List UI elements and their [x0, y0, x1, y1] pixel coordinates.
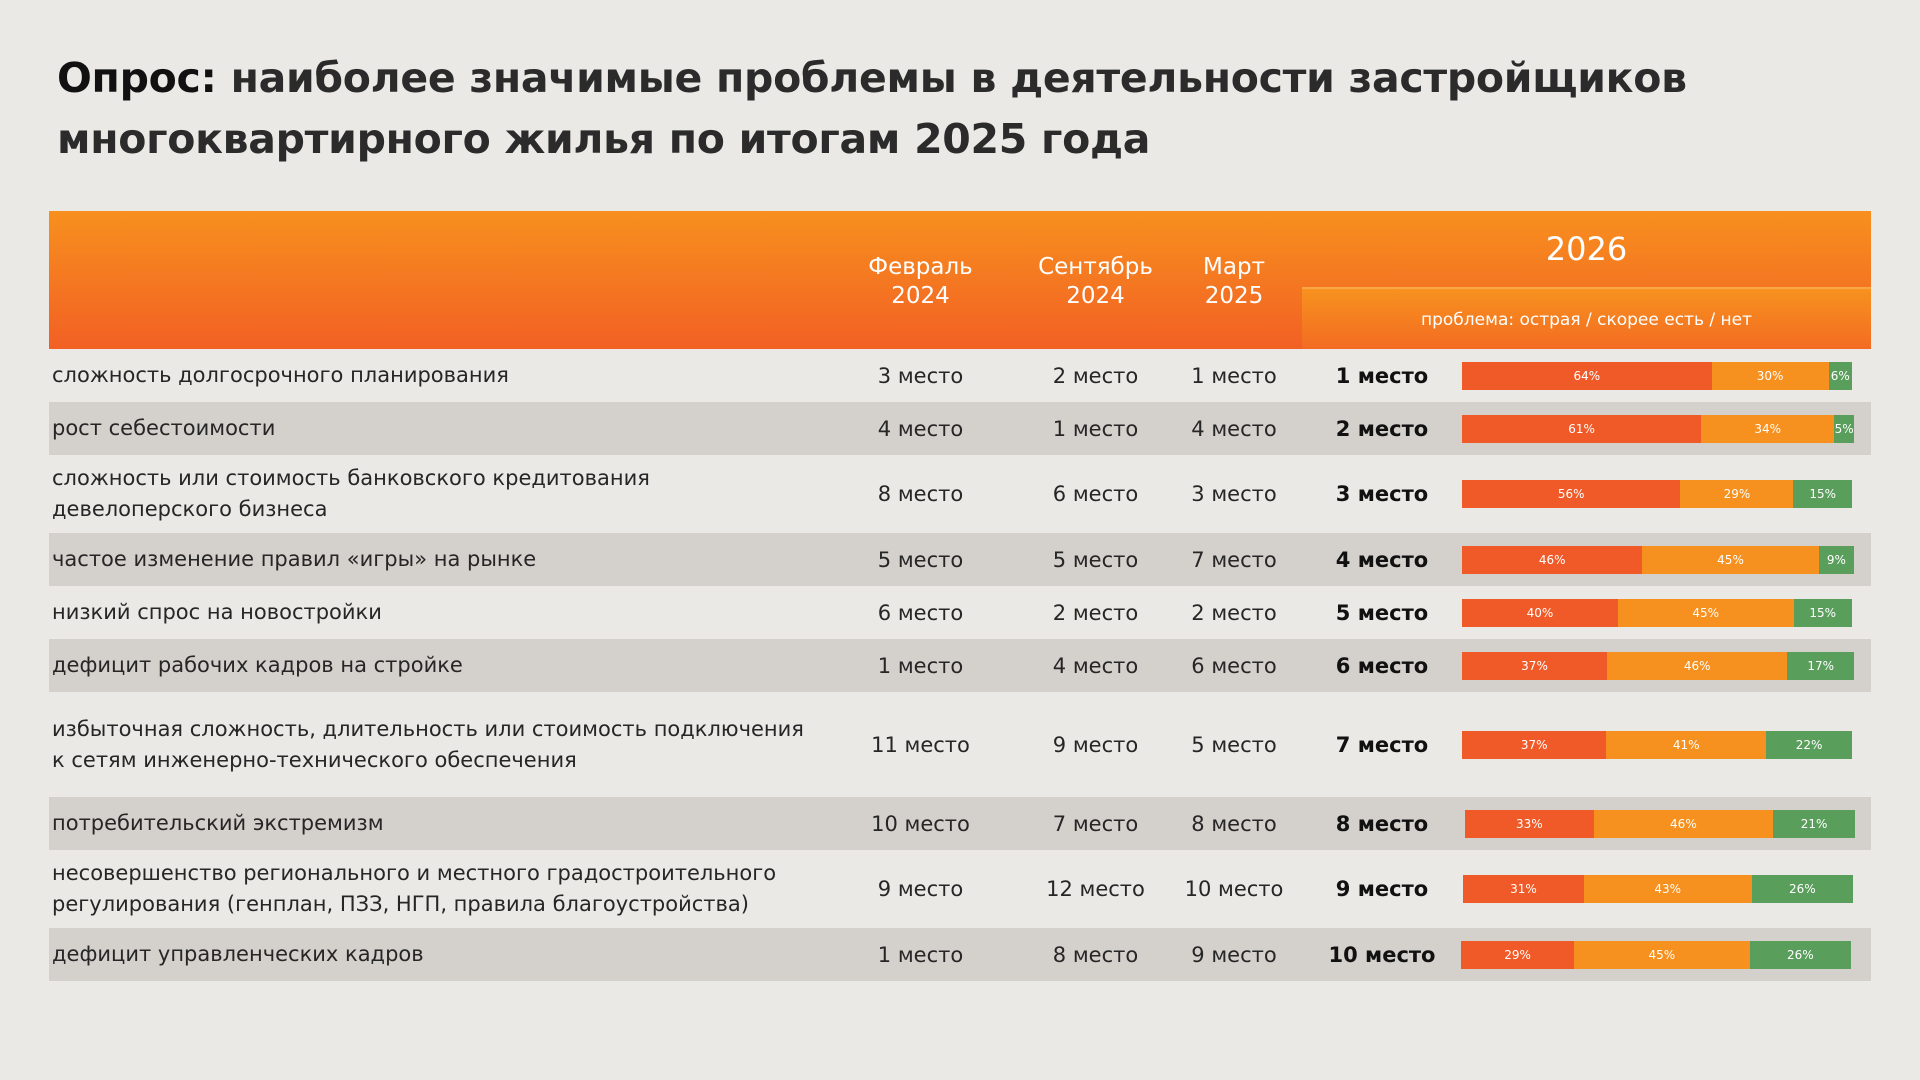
- rank-cell: 1 место: [877, 653, 964, 678]
- ranking-table: [49, 211, 1871, 981]
- bar-segment-no: 17%: [1787, 652, 1854, 680]
- header-col-feb-2024-year: 2024: [891, 283, 950, 309]
- row-label-text: сложность долгосрочного планирования: [52, 363, 509, 387]
- header-col-sep-2024: [1008, 253, 1183, 311]
- header-col-mar-2025-month: Март: [1203, 254, 1265, 280]
- rank-cell: 10 место: [871, 811, 970, 836]
- table-row: [49, 639, 1871, 692]
- bar-segment-acute: 37%: [1462, 652, 1607, 680]
- header-col-sep-2024-month: Сентябрь: [1038, 254, 1153, 280]
- stacked-bar: [1461, 941, 1851, 969]
- title-text-1: наиболее значимые проблемы в деятельности застройщиков: [230, 54, 1687, 102]
- table-row: [49, 797, 1871, 850]
- rank-cell: 7 место: [1052, 811, 1139, 836]
- rank-cell: 5 место: [1335, 600, 1429, 625]
- rank-cell: 1 место: [1052, 416, 1139, 441]
- bar-segment-acute: 64%: [1462, 362, 1712, 390]
- rank-cell: 3 место: [877, 363, 964, 388]
- rank-cell: 5 место: [877, 547, 964, 572]
- page-title: [57, 48, 1857, 170]
- bar-segment-acute: 40%: [1462, 599, 1618, 627]
- row-label-text: сложность или стоимость банковского кредитования девелоперского бизнеса: [52, 466, 650, 521]
- rank-cell: 4 место: [1335, 547, 1429, 572]
- bar-segment-rather: 45%: [1574, 941, 1750, 969]
- rank-cell: 6 место: [1052, 482, 1139, 506]
- title-line-2: многоквартирного жилья по итогам 2025 года: [57, 115, 1151, 163]
- rank-cell: 6 место: [1335, 653, 1429, 678]
- bar-segment-no: 6%: [1829, 362, 1852, 390]
- row-label: [52, 928, 852, 981]
- bar-segment-rather: 46%: [1607, 652, 1787, 680]
- bar-segment-no: 9%: [1819, 546, 1854, 574]
- header-col-sep-2024-year: 2024: [1066, 283, 1125, 309]
- rank-cell: 9 место: [1191, 942, 1277, 967]
- header-col-mar-2025-year: 2025: [1204, 283, 1264, 309]
- row-label: [52, 797, 852, 850]
- bar-segment-no: 26%: [1750, 941, 1851, 969]
- row-label-text: рост себестоимости: [52, 416, 276, 440]
- rank-cell: 9 место: [877, 877, 964, 901]
- title-accent: Опрос:: [57, 54, 217, 102]
- bar-segment-rather: 43%: [1584, 875, 1752, 903]
- stacked-bar: [1462, 599, 1852, 627]
- stacked-bar: [1465, 810, 1855, 838]
- rank-cell: 4 место: [877, 416, 964, 441]
- rank-cell: 10 место: [1184, 877, 1284, 901]
- row-label-text: низкий спрос на новостройки: [52, 600, 382, 624]
- bar-segment-rather: 41%: [1606, 731, 1766, 759]
- bar-segment-rather: 30%: [1712, 362, 1829, 390]
- rank-cell: 5 место: [1052, 547, 1139, 572]
- rank-cell: 12 место: [1046, 877, 1145, 901]
- rank-cell: 4 место: [1191, 416, 1277, 441]
- stacked-bar: [1462, 731, 1852, 759]
- bar-segment-acute: 31%: [1463, 875, 1584, 903]
- rank-cell: 6 место: [877, 600, 964, 625]
- bar-segment-acute: 37%: [1462, 731, 1606, 759]
- table-row: [49, 850, 1871, 928]
- rank-cell: 8 место: [1052, 942, 1139, 967]
- row-label: [52, 349, 852, 402]
- bar-segment-no: 15%: [1794, 599, 1853, 627]
- bar-segment-rather: 46%: [1594, 810, 1773, 838]
- rank-cell: 10 место: [1328, 942, 1436, 967]
- row-label-text: дефицит управленческих кадров: [52, 942, 424, 966]
- header-col-feb-2024: [833, 253, 1008, 311]
- header-col-2026: [1302, 211, 1871, 349]
- bar-segment-rather: 45%: [1642, 546, 1818, 574]
- row-label: [52, 586, 852, 639]
- bar-segment-no: 22%: [1766, 731, 1852, 759]
- row-label-text: дефицит рабочих кадров на стройке: [52, 653, 463, 677]
- table-body: [49, 349, 1871, 981]
- bar-segment-acute: 46%: [1462, 546, 1642, 574]
- stacked-bar: [1462, 546, 1854, 574]
- rank-cell: 9 место: [1052, 732, 1139, 757]
- rank-cell: 2 место: [1052, 600, 1139, 625]
- row-label: [52, 850, 852, 928]
- title-line-1: [57, 48, 1857, 109]
- bar-segment-rather: 45%: [1618, 599, 1794, 627]
- bar-segment-no: 15%: [1793, 480, 1852, 508]
- bar-segment-no: 26%: [1752, 875, 1853, 903]
- rank-cell: 4 место: [1052, 653, 1139, 678]
- rank-cell: 5 место: [1191, 732, 1277, 757]
- rank-cell: 6 место: [1191, 653, 1277, 678]
- row-label: [52, 455, 852, 533]
- row-label-text: избыточная сложность, длительность или стоимость подключения к сетям инженерно-технического обеспечения: [52, 716, 804, 772]
- row-label: [52, 533, 852, 586]
- table-row: [49, 455, 1871, 533]
- rank-cell: 7 место: [1191, 547, 1277, 572]
- stacked-bar: [1463, 875, 1853, 903]
- rank-cell: 11 место: [871, 732, 970, 757]
- bar-segment-acute: 29%: [1461, 941, 1574, 969]
- bar-segment-acute: 61%: [1462, 415, 1701, 443]
- bar-segment-no: 5%: [1834, 415, 1854, 443]
- rank-cell: 8 место: [877, 482, 964, 506]
- stacked-bar: [1462, 362, 1852, 390]
- rank-cell: 1 место: [1191, 363, 1277, 388]
- header-year-2026: 2026: [1545, 230, 1628, 268]
- stacked-bar: [1462, 480, 1852, 508]
- table-row: [49, 402, 1871, 455]
- bar-segment-rather: 29%: [1680, 480, 1793, 508]
- table-header: [49, 211, 1871, 349]
- bar-segment-acute: 33%: [1465, 810, 1594, 838]
- row-label: [52, 639, 852, 692]
- rank-cell: 1 место: [1335, 363, 1429, 388]
- table-row: [49, 533, 1871, 586]
- rank-cell: 1 место: [877, 942, 964, 967]
- header-col-mar-2025: [1160, 253, 1308, 311]
- stacked-bar: [1462, 415, 1854, 443]
- rank-cell: 2 место: [1191, 600, 1277, 625]
- rank-cell: 8 место: [1191, 811, 1277, 836]
- bar-segment-no: 21%: [1773, 810, 1855, 838]
- rank-cell: 9 место: [1335, 877, 1429, 901]
- rank-cell: 2 место: [1335, 416, 1429, 441]
- stacked-bar: [1462, 652, 1854, 680]
- rank-cell: 2 место: [1052, 363, 1139, 388]
- bar-segment-rather: 34%: [1701, 415, 1834, 443]
- header-subtitle: проблема: острая / скорее есть / нет: [1302, 287, 1871, 349]
- row-label-text: частое изменение правил «игры» на рынке: [52, 547, 537, 571]
- table-row: [49, 928, 1871, 981]
- row-label: [52, 402, 852, 455]
- rank-cell: 7 место: [1335, 732, 1429, 757]
- bar-segment-acute: 56%: [1462, 480, 1680, 508]
- rank-cell: 3 место: [1335, 482, 1429, 506]
- header-col-feb-2024-month: Февраль: [868, 254, 973, 280]
- table-row: [49, 692, 1871, 797]
- rank-cell: 8 место: [1335, 811, 1429, 836]
- table-row: [49, 349, 1871, 402]
- row-label-text: несовершенство регионального и местного градостроительного регулирования (генплан, ПЗЗ, НГП, правила благоустройства): [52, 861, 777, 916]
- row-label: [52, 692, 852, 797]
- table-row: [49, 586, 1871, 639]
- row-label-text: потребительский экстремизм: [52, 811, 384, 835]
- rank-cell: 3 место: [1191, 482, 1277, 506]
